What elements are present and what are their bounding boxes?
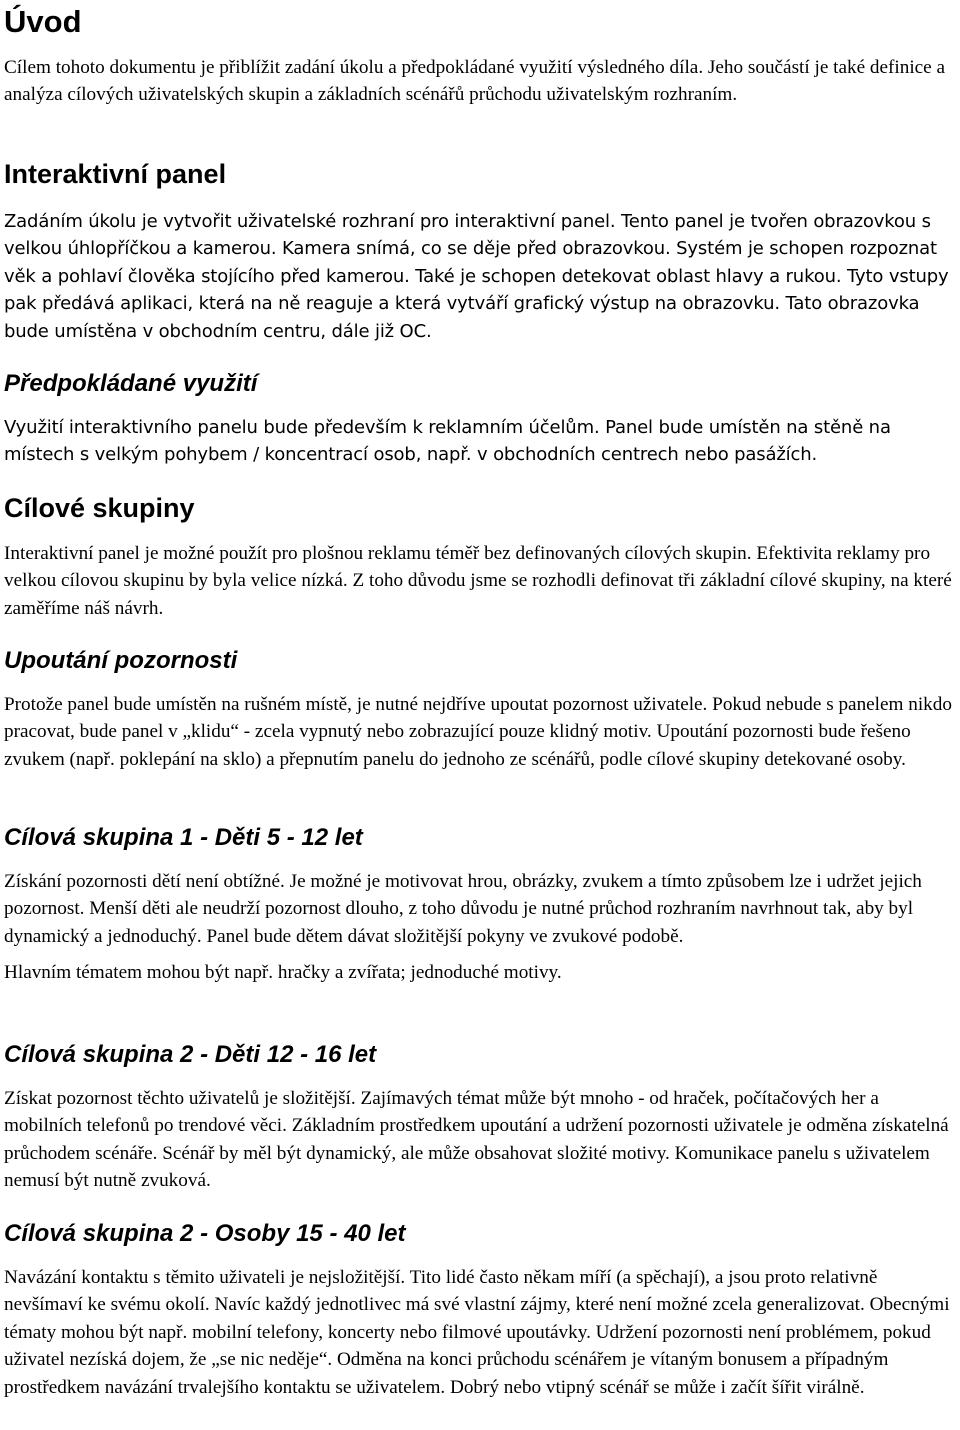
section-group-2 — [4, 1039, 956, 1195]
usage-text: Využití interaktivního panelu bude především k reklamním účelům. Panel bude umístěn na stěně na místech s velkým pohybem / koncentrací osob, např. v obchodních centrech nebo pasážích. — [4, 417, 891, 466]
section-group-3 — [4, 1218, 956, 1401]
attention-text: Protože panel bude umístěn na rušném místě, je nutné nejdříve upoutat pozornost uživatele. Pokud nebude s panelem nikdo pracovat, bude panel v „klidu“ - zcela vypnutý nebo zobrazující pouze klidný motiv. Upoutání pozornosti bude řešeno zvukem (např. poklepání na sklo) a přepnutím panelu do jednoho ze scénářů, podle cílové skupiny detekované osoby. — [4, 694, 952, 770]
group1-text-2: Hlavním tématem mohou být např. hračky a zvířata; jednoduché motivy. — [4, 962, 562, 984]
group2-heading: Cílová skupina 2 - Děti 12 - 16 let — [4, 1041, 377, 1068]
section-group-1 — [4, 822, 956, 987]
section-attention — [4, 645, 956, 773]
section-intro — [4, 2, 956, 109]
intro-text: Cílem tohoto dokumentu je přiblížit zadání úkolu a předpokládané využití výsledného díla. Jeho součástí je také definice a analýza cílových uživatelských skupin a základních scénářů průchodu uživatelským rozhraním. — [4, 57, 945, 106]
intro-heading: Úvod — [4, 4, 82, 39]
section-interactive-panel — [4, 156, 956, 345]
usage-heading: Předpokládané využití — [4, 370, 258, 397]
group2-text: Získat pozornost těchto uživatelů je složitější. Zajímavých témat může být mnoho - od hraček, počítačových her a mobilních telefonů po trendové věci. Základním prostředkem upoutání a udržení pozornosti uživatele je odměna získatelná průchodem scénáře. Scénář by měl být dynamický, ale může obsahovat složité motivy. Komunikace panelu s uživatelem nemusí být nutně zvuková. — [4, 1088, 949, 1192]
groups-text: Interaktivní panel je možné použít pro plošnou reklamu téměř bez definovaných cílových skupin. Efektivita reklamy pro velkou cílovou skupinu by byla velice nízká. Z toho důvodu jsme se rozhodli definovat tři základní cílové skupiny, na které zaměříme náš návrh. — [4, 543, 952, 619]
group3-heading: Cílová skupina 2 - Osoby 15 - 40 let — [4, 1220, 406, 1247]
section-usage — [4, 368, 956, 469]
group3-text: Navázání kontaktu s těmito uživateli je nejsložitější. Tito lidé často někam míří (a spěchají), a jsou proto relativně nevšímaví ke svému okolí. Navíc každý jednotlivec má své vlastní zájmy, které není možné zcela generalizovat. Obecnými tématy mohou být např. mobilní telefony, koncerty nebo filmové upoutávky. Udržení pozornosti není problémem, pokud uživatel nezíská dojem, že „se nic neděje“. Odměna na konci průchodu scénářem je vítaným bonusem a případným prostředkem navázání trvalejšího kontaktu se uživatelem. Dobrý nebo vtipný scénář se může i začít šířit virálně. — [4, 1267, 950, 1398]
panel-text: Zadáním úkolu je vytvořit uživatelské rozhraní pro interaktivní panel. Tento panel je tvořen obrazovkou s velkou úhlopříčkou a kamerou. Kamera snímá, co se děje před obrazovkou. Systém je schopen rozpoznat věk a pohlaví člověka stojícího před kamerou. Také je schopen detekovat oblast hlavy a rukou. Tyto vstupy pak předává aplikaci, která na ně reaguje a která vytváří grafický výstup na obrazovku. Tato obrazovka bude umístěna v obchodním centru, dále již OC. — [4, 211, 949, 342]
panel-heading: Interaktivní panel — [4, 159, 227, 189]
attention-heading: Upoutání pozornosti — [4, 647, 238, 674]
groups-heading: Cílové skupiny — [4, 493, 195, 523]
group1-heading: Cílová skupina 1 - Děti 5 - 12 let — [4, 824, 363, 851]
section-target-groups — [4, 490, 956, 622]
group1-text: Získání pozornosti dětí není obtížné. Je možné je motivovat hrou, obrázky, zvukem a tímto způsobem lze i udržet jejich pozornost. Menší děti ale neudrží pozornost dlouho, z toho důvodu je nutné průchod rozhraním navrhnout tak, aby byl dynamický a jednoduchý. Panel bude dětem dávat složitější pokyny ve zvukové podobě. — [4, 871, 922, 947]
